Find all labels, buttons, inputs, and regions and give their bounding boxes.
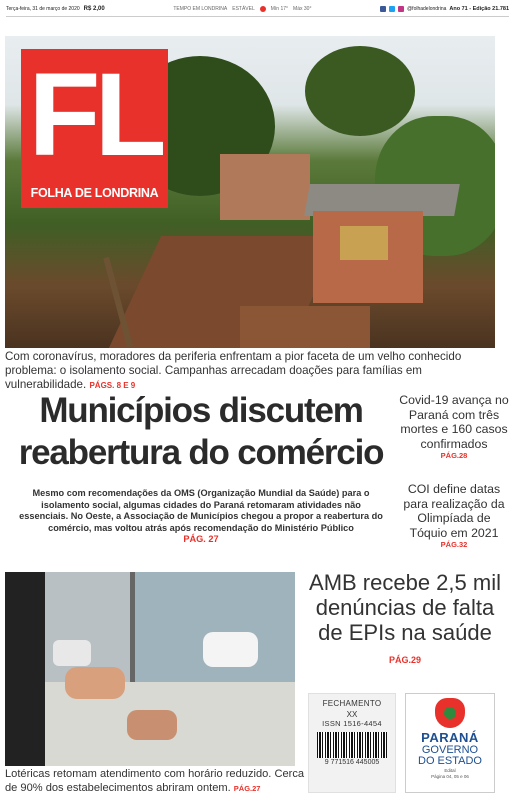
sun-icon (260, 6, 266, 12)
lottery-caption-text: Lotéricas retomam atendimento com horário reduzido. Cerca de 90% dos estabelecimentos abriram ontem. (5, 768, 305, 794)
gov-state: PARANÁ (421, 730, 479, 745)
side-story-text: Covid-19 avança no Paraná com três mortes e 160 casos confirmados (399, 393, 509, 451)
logo-letters: FL (28, 49, 161, 181)
side-story-ref[interactable]: PÁG.28 (440, 451, 468, 460)
hero-caption (5, 350, 503, 393)
side-story-text: COI define datas para realização da Olimpíada de Tóquio em 2021 (403, 482, 505, 540)
gov-edital: Edital (444, 768, 456, 773)
edition-number: Ano 71 - Edição 21.781 (449, 6, 509, 12)
social-handle[interactable]: @folhadelondrina (407, 6, 447, 12)
side-story-olympics[interactable] (398, 482, 510, 549)
newspaper-logo[interactable] (21, 49, 168, 208)
weather-state: ESTÁVEL (232, 6, 255, 12)
main-lead-text: Mesmo com recomendações da OMS (Organização Mundial da Saúde) para o isolamento social, algumas cidades do Paraná retomaram atividades não essenciais. No Oeste, a Associação de Municípios chegou a propor a reabertura do comércio, mas voltou atrás após recomendação do Ministério Público (19, 488, 383, 533)
hero-caption-ref[interactable]: PÁGS. 8 E 9 (89, 381, 136, 390)
issue-price: R$ 2,00 (83, 6, 105, 12)
side-story-covid[interactable] (398, 393, 510, 460)
logo-name: FOLHA DE LONDRINA (30, 186, 159, 200)
top-info-bar (6, 2, 509, 17)
instagram-icon[interactable] (398, 6, 404, 12)
lottery-caption-ref[interactable]: PÁG.27 (233, 784, 261, 793)
closing-box (308, 693, 396, 793)
edition-info (380, 6, 509, 12)
amb-ref[interactable]: PÁG.29 (388, 655, 421, 665)
date-price (6, 6, 105, 12)
amb-headline[interactable]: AMB recebe 2,5 mil denúncias de falta de EPIs na saúde (309, 570, 501, 645)
gov-pages: Página 04, 05 e 06 (431, 774, 469, 779)
facebook-icon[interactable] (380, 6, 386, 12)
government-ad[interactable] (405, 693, 495, 793)
barcode (317, 732, 387, 758)
side-story-ref[interactable]: PÁG.32 (440, 540, 468, 549)
lottery-photo (5, 572, 295, 766)
weather-info (173, 6, 311, 12)
barcode-number: 9 771516 445005 (324, 759, 380, 766)
main-lead (18, 488, 384, 546)
temp-min: Mín 17° (270, 6, 289, 12)
main-headline[interactable]: Municípios discutem reabertura do comércio (18, 391, 384, 472)
main-lead-ref[interactable]: PÁG. 27 (183, 534, 219, 545)
issn: ISSN 1516-4454 (322, 719, 382, 728)
issue-date: Terça-feira, 31 de março de 2020 (6, 6, 80, 12)
twitter-icon[interactable] (389, 6, 395, 12)
hero-caption-text: Com coronavírus, moradores da periferia enfrentam a pior faceta de um velho conhecido problema: o isolamento social. Campanhas arrecadam doações para famílias em vulnerabilidade. (5, 350, 462, 391)
gov-line1: GOVERNO (421, 744, 479, 756)
lottery-caption (5, 767, 305, 796)
temp-max: Máx 30° (293, 6, 312, 12)
gov-line2: DO ESTADO (418, 755, 482, 767)
parana-crest-icon (435, 698, 465, 728)
closing-value: XX (346, 710, 358, 719)
weather-city: TEMPO EM LONDRINA (173, 6, 228, 12)
closing-label: FECHAMENTO (322, 699, 382, 708)
